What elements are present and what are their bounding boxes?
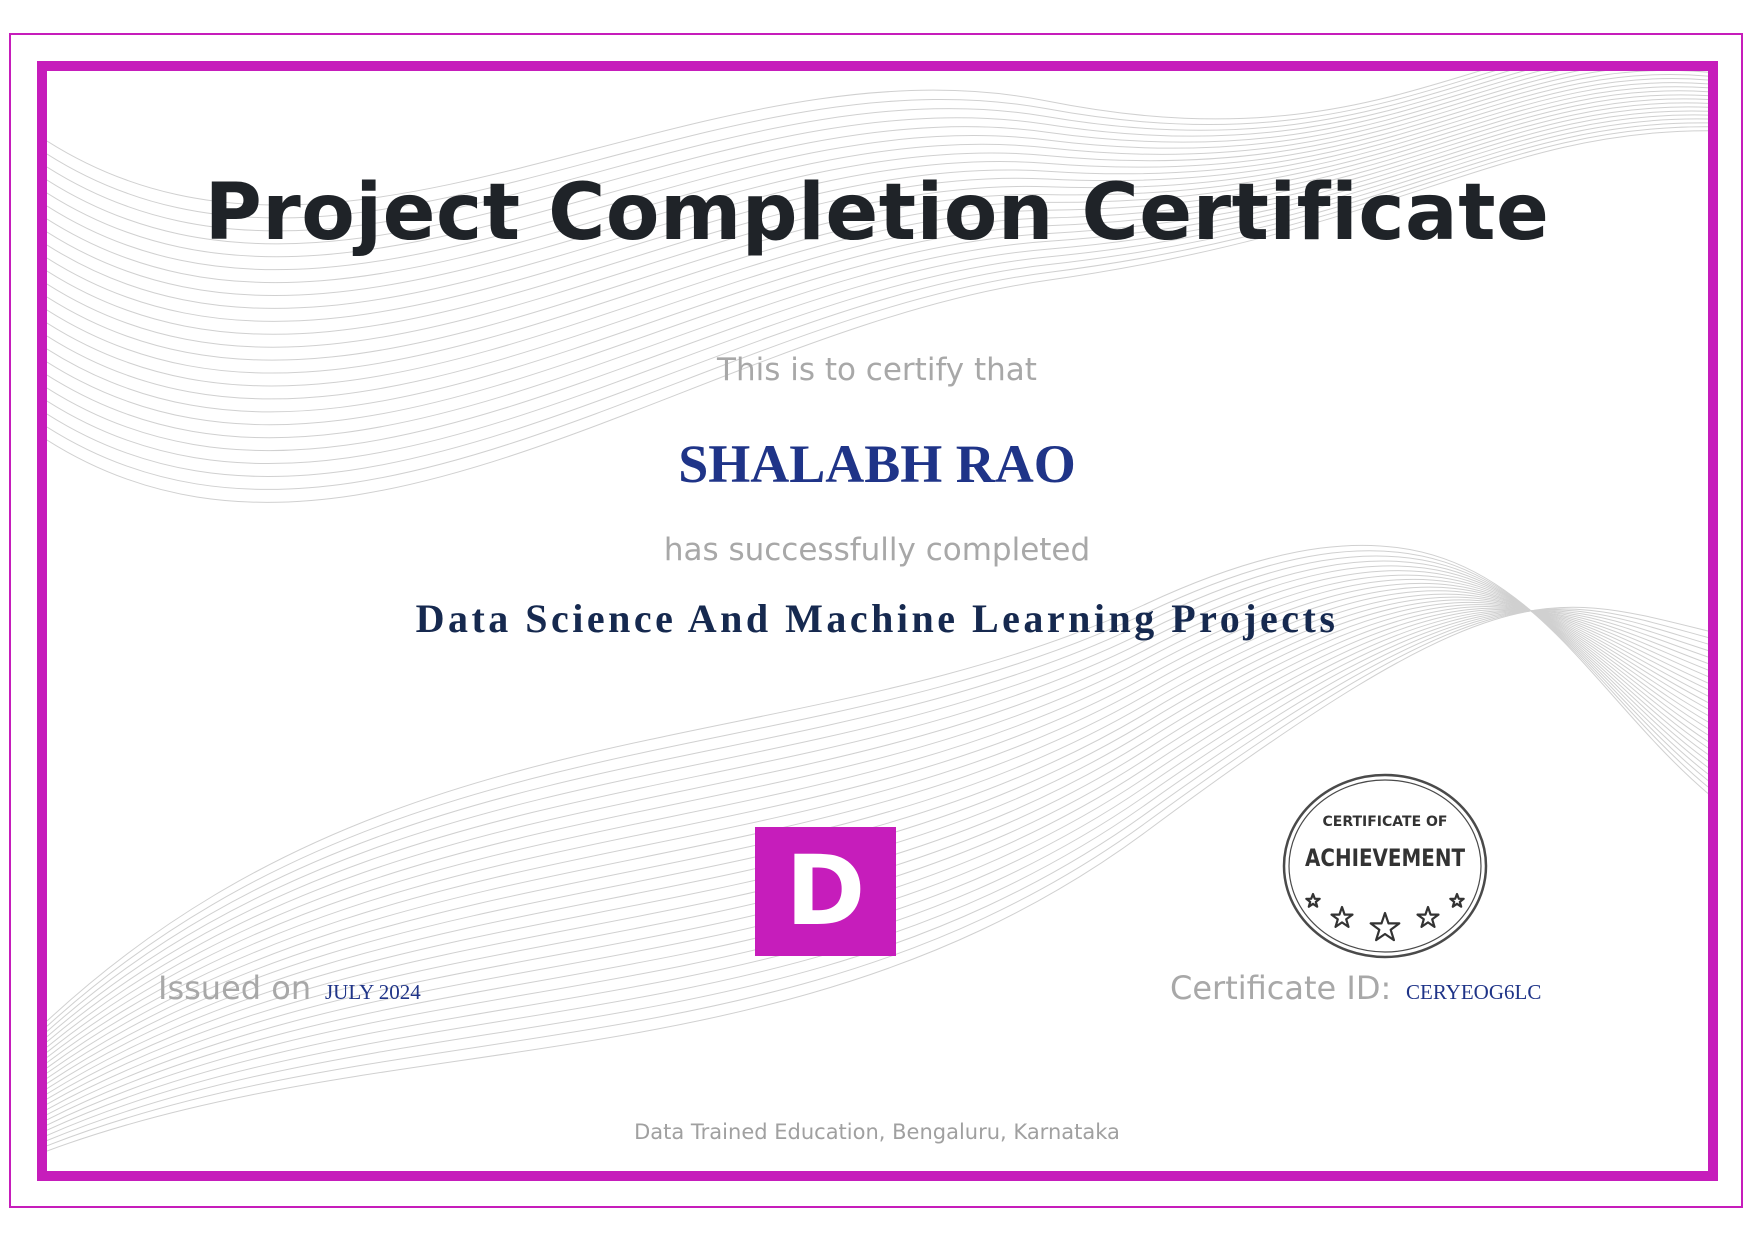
certify-intro-text: This is to certify that [717, 352, 1037, 388]
achievement-seal-icon [1280, 771, 1490, 961]
issuer-address: Data Trained Education, Bengaluru, Karnataka [634, 1120, 1120, 1144]
course-name: Data Science And Machine Learning Projects [415, 596, 1339, 641]
issued-on-label: Issued on [158, 969, 312, 1007]
recipient-name: SHALABH RAO [678, 434, 1076, 494]
seal-top-text: CERTIFICATE OF [1322, 814, 1448, 830]
seal-main-text: ACHIEVEMENT [1305, 844, 1466, 872]
data-trained-logo-icon: D [755, 827, 896, 956]
certificate-id-label: Certificate ID: [1170, 969, 1392, 1007]
certificate-title: Project Completion Certificate [204, 168, 1550, 258]
issued-date: JULY 2024 [325, 980, 421, 1004]
completion-text: has successfully completed [663, 532, 1091, 568]
certificate-id-value: CERYEOG6LC [1406, 980, 1542, 1004]
